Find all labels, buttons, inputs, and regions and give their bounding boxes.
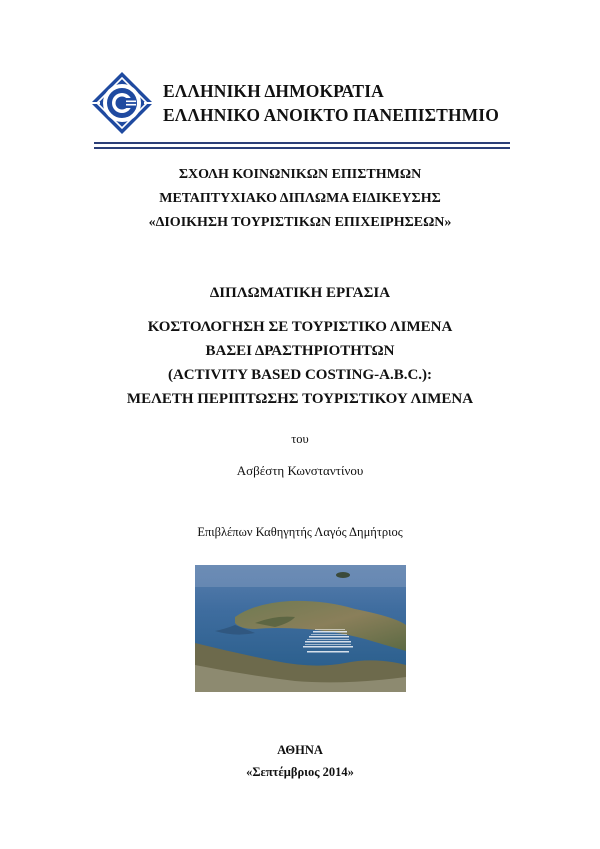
university-logo-icon: [90, 71, 154, 135]
header-university: ΕΛΛΗΝΙΚΟ ΑΝΟΙΚΤΟ ΠΑΝΕΠΙΣΤΗΜΙΟ: [163, 105, 499, 125]
school-name: ΣΧΟΛΗ ΚΟΙΝΩΝΙΚΩΝ ΕΠΙΣΤΗΜΩΝ: [178, 167, 422, 182]
author-name: Ασβέστη Κωνσταντίνου: [236, 463, 364, 478]
date: «Σεπτέμβριος 2014»: [246, 765, 354, 779]
header-divider-bottom: [94, 147, 510, 149]
thesis-title-line-3: (ACTIVITY BASED COSTING-A.B.C.):: [167, 367, 433, 383]
city: ΑΘΗΝΑ: [277, 743, 323, 757]
supervisor: Επιβλέπων Καθηγητής Λαγός Δημήτριος: [197, 525, 403, 539]
header-divider-top: [94, 142, 510, 144]
thesis-title-line-4: ΜΕΛΕΤΗ ΠΕΡΙΠΤΩΣΗΣ ΤΟΥΡΙΣΤΙΚΟΥ ΛΙΜΕΝΑ: [126, 391, 474, 407]
program-name: ΜΕΤΑΠΤΥΧΙΑΚΟ ΔΙΠΛΩΜΑ ΕΙΔΙΚΕΥΣΗΣ: [159, 191, 441, 206]
thesis-title-line-2: ΒΑΣΕΙ ΔΡΑΣΤΗΡΙΟΤΗΤΩΝ: [205, 343, 395, 359]
document-type: ΔΙΠΛΩΜΑΤΙΚΗ ΕΡΓΑΣΙΑ: [209, 285, 391, 301]
header-republic: ΕΛΛΗΝΙΚΗ ΔΗΜΟΚΡΑΤΙΑ: [163, 81, 384, 101]
program-specialization: «ΔΙΟΙΚΗΣΗ ΤΟΥΡΙΣΤΙΚΩΝ ΕΠΙΧΕΙΡΗΣΕΩΝ»: [148, 215, 452, 230]
marina-aerial-photo: [195, 565, 406, 692]
by-label: του: [291, 432, 309, 446]
thesis-title-line-1: ΚΟΣΤΟΛΟΓΗΣΗ ΣΕ ΤΟΥΡΙΣΤΙΚΟ ΛΙΜΕΝΑ: [147, 319, 453, 335]
